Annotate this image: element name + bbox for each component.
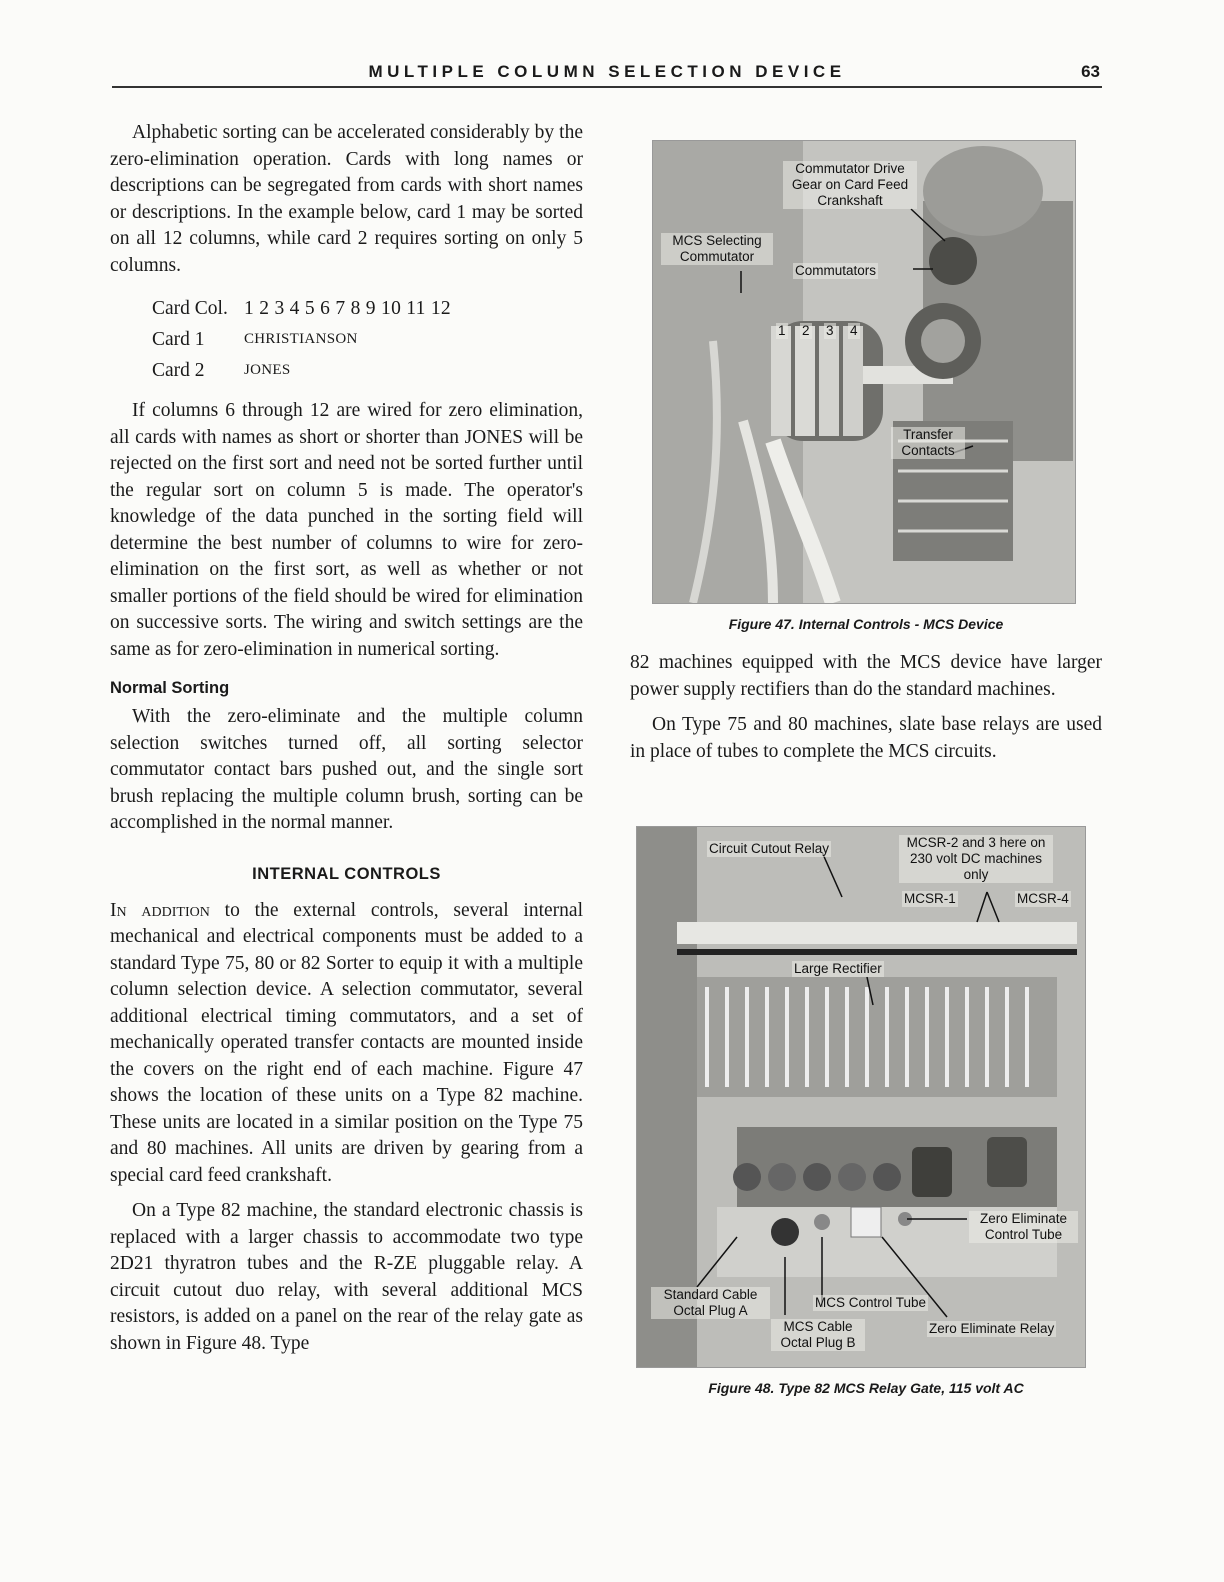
card-row-label: Card Col. (152, 298, 228, 319)
card-row-values: CHRISTIANSON (244, 331, 358, 347)
figure-47-drawing (653, 141, 1075, 603)
label-drive-gear: Commutator Drive Gear on Card Feed Crankshaft (783, 161, 917, 209)
label-commutator-1: 1 (778, 323, 786, 338)
paragraph-alphabetic: Alphabetic sorting can be accelerated considerably by the zero-elimination operation. Cards with long names or descriptions can be segregated from cards with short names or descriptions. In the example below, card 1 may be sorted on all 12 columns, while card 2 requires sorting on only 5 columns. (110, 122, 583, 276)
card-example-table (152, 293, 583, 386)
label-mcsr-2-3: MCSR-2 and 3 here on 230 volt DC machines only (899, 835, 1053, 883)
label-commutators: Commutators (795, 263, 877, 278)
label-commutator-4: 4 (850, 323, 858, 338)
label-mcs-control-tube: MCS Control Tube (815, 1295, 927, 1310)
figure-47-photo (652, 140, 1076, 604)
paragraph-internal-controls (110, 898, 583, 1190)
subhead-normal-sorting: Normal Sorting (110, 679, 230, 697)
right-column (630, 140, 1102, 1414)
label-large-rectifier: Large Rectifier (794, 961, 882, 976)
card-row-label: Card 2 (152, 360, 205, 381)
label-commutator-2: 2 (802, 323, 810, 338)
label-standard-cable-plug: Standard Cable Octal Plug A (651, 1287, 770, 1319)
label-circuit-cutout-relay: Circuit Cutout Relay (709, 841, 830, 856)
figure-48-drawing (637, 827, 1085, 1367)
figure-48-photo (636, 826, 1086, 1368)
paragraph-type82: On a Type 82 machine, the standard electronic chassis is replaced with a larger chassis to accommodate two type 2D21 thyratron tubes and the R-ZE pluggable relay. A circuit cutout duo relay, with several additional MCS resistors, is added on a panel on the rear of the relay gate as shown in Figure 48. Type (110, 1200, 583, 1354)
label-mcsr-4: MCSR-4 (1017, 891, 1069, 906)
label-zero-eliminate-relay: Zero Eliminate Relay (929, 1321, 1055, 1336)
paragraph-zero-elimination: If columns 6 through 12 are wired for zero elimination, all cards with names as short or shorter than JONES will be rejected on the first sort and need not be sorted further until the regular sort on column 5 is made. The operator's knowledge of the data punched in the sorting field will determine the best number of columns to wire for zero-elimination on the first sort, as well as whether or not smaller portions of the field should be wired for elimination on successive sorts. The wiring and switch settings are the same as for zero-elimination in numerical sorting. (110, 400, 583, 660)
card-row-values: 1 2 3 4 5 6 7 8 9 10 11 12 (244, 298, 451, 319)
card-row-card2 (152, 355, 583, 386)
left-column (110, 120, 583, 1366)
section-heading: INTERNAL CONTROLS (252, 864, 441, 883)
card-row-label: Card 1 (152, 329, 205, 350)
card-row-columns (152, 293, 583, 324)
lead-in: In addition (110, 899, 210, 921)
label-mcs-cable-plug: MCS Cable Octal Plug B (771, 1319, 865, 1351)
label-zero-eliminate-tube: Zero Eliminate Control Tube (969, 1211, 1078, 1243)
card-row-values: JONES (244, 362, 291, 378)
label-mcsr-1: MCSR-1 (904, 891, 956, 906)
paragraph-slate-relays: On Type 75 and 80 machines, slate base relays are used in place of tubes to complete the MCS circuits. (630, 714, 1102, 762)
label-selecting-commutator: MCS Selecting Commutator (661, 233, 773, 265)
paragraph-body: to the external controls, several internal mechanical and electrical components must be added to a standard Type 75, 80 or 82 Sorter to equip it with a multiple column selection device. A selection commutator, several additional electrical timing commutators, and a set of mechanically operated transfer contacts are mounted inside the covers on the right end of each machine. Figure 47 shows the location of these units on a Type 82 machine. These units are located in a similar position on the Type 75 and 80 machines. All units are driven by gearing from a special card feed crankshaft. (110, 899, 583, 1186)
label-transfer-contacts: Transfer Contacts (891, 427, 965, 459)
figure-47-caption: Figure 47. Internal Controls - MCS Device (728, 616, 1004, 632)
figure-48-caption: Figure 48. Type 82 MCS Relay Gate, 115 volt AC (708, 1380, 1024, 1396)
paragraph-rectifiers: 82 machines equipped with the MCS device have larger power supply rectifiers than do the standard machines. (630, 652, 1102, 700)
page-number: 63 (1081, 62, 1100, 81)
paragraph-normal-sorting: With the zero-eliminate and the multiple column selection switches turned off, all sorting selector commutator contact bars pushed out, and the single sort brush replacing the multiple column brush, sorting can be accomplished in the normal manner. (110, 706, 583, 833)
page-title: MULTIPLE COLUMN SELECTION DEVICE (368, 62, 846, 81)
label-commutator-3: 3 (826, 323, 834, 338)
card-row-card1 (152, 324, 583, 355)
running-head (112, 60, 1102, 88)
